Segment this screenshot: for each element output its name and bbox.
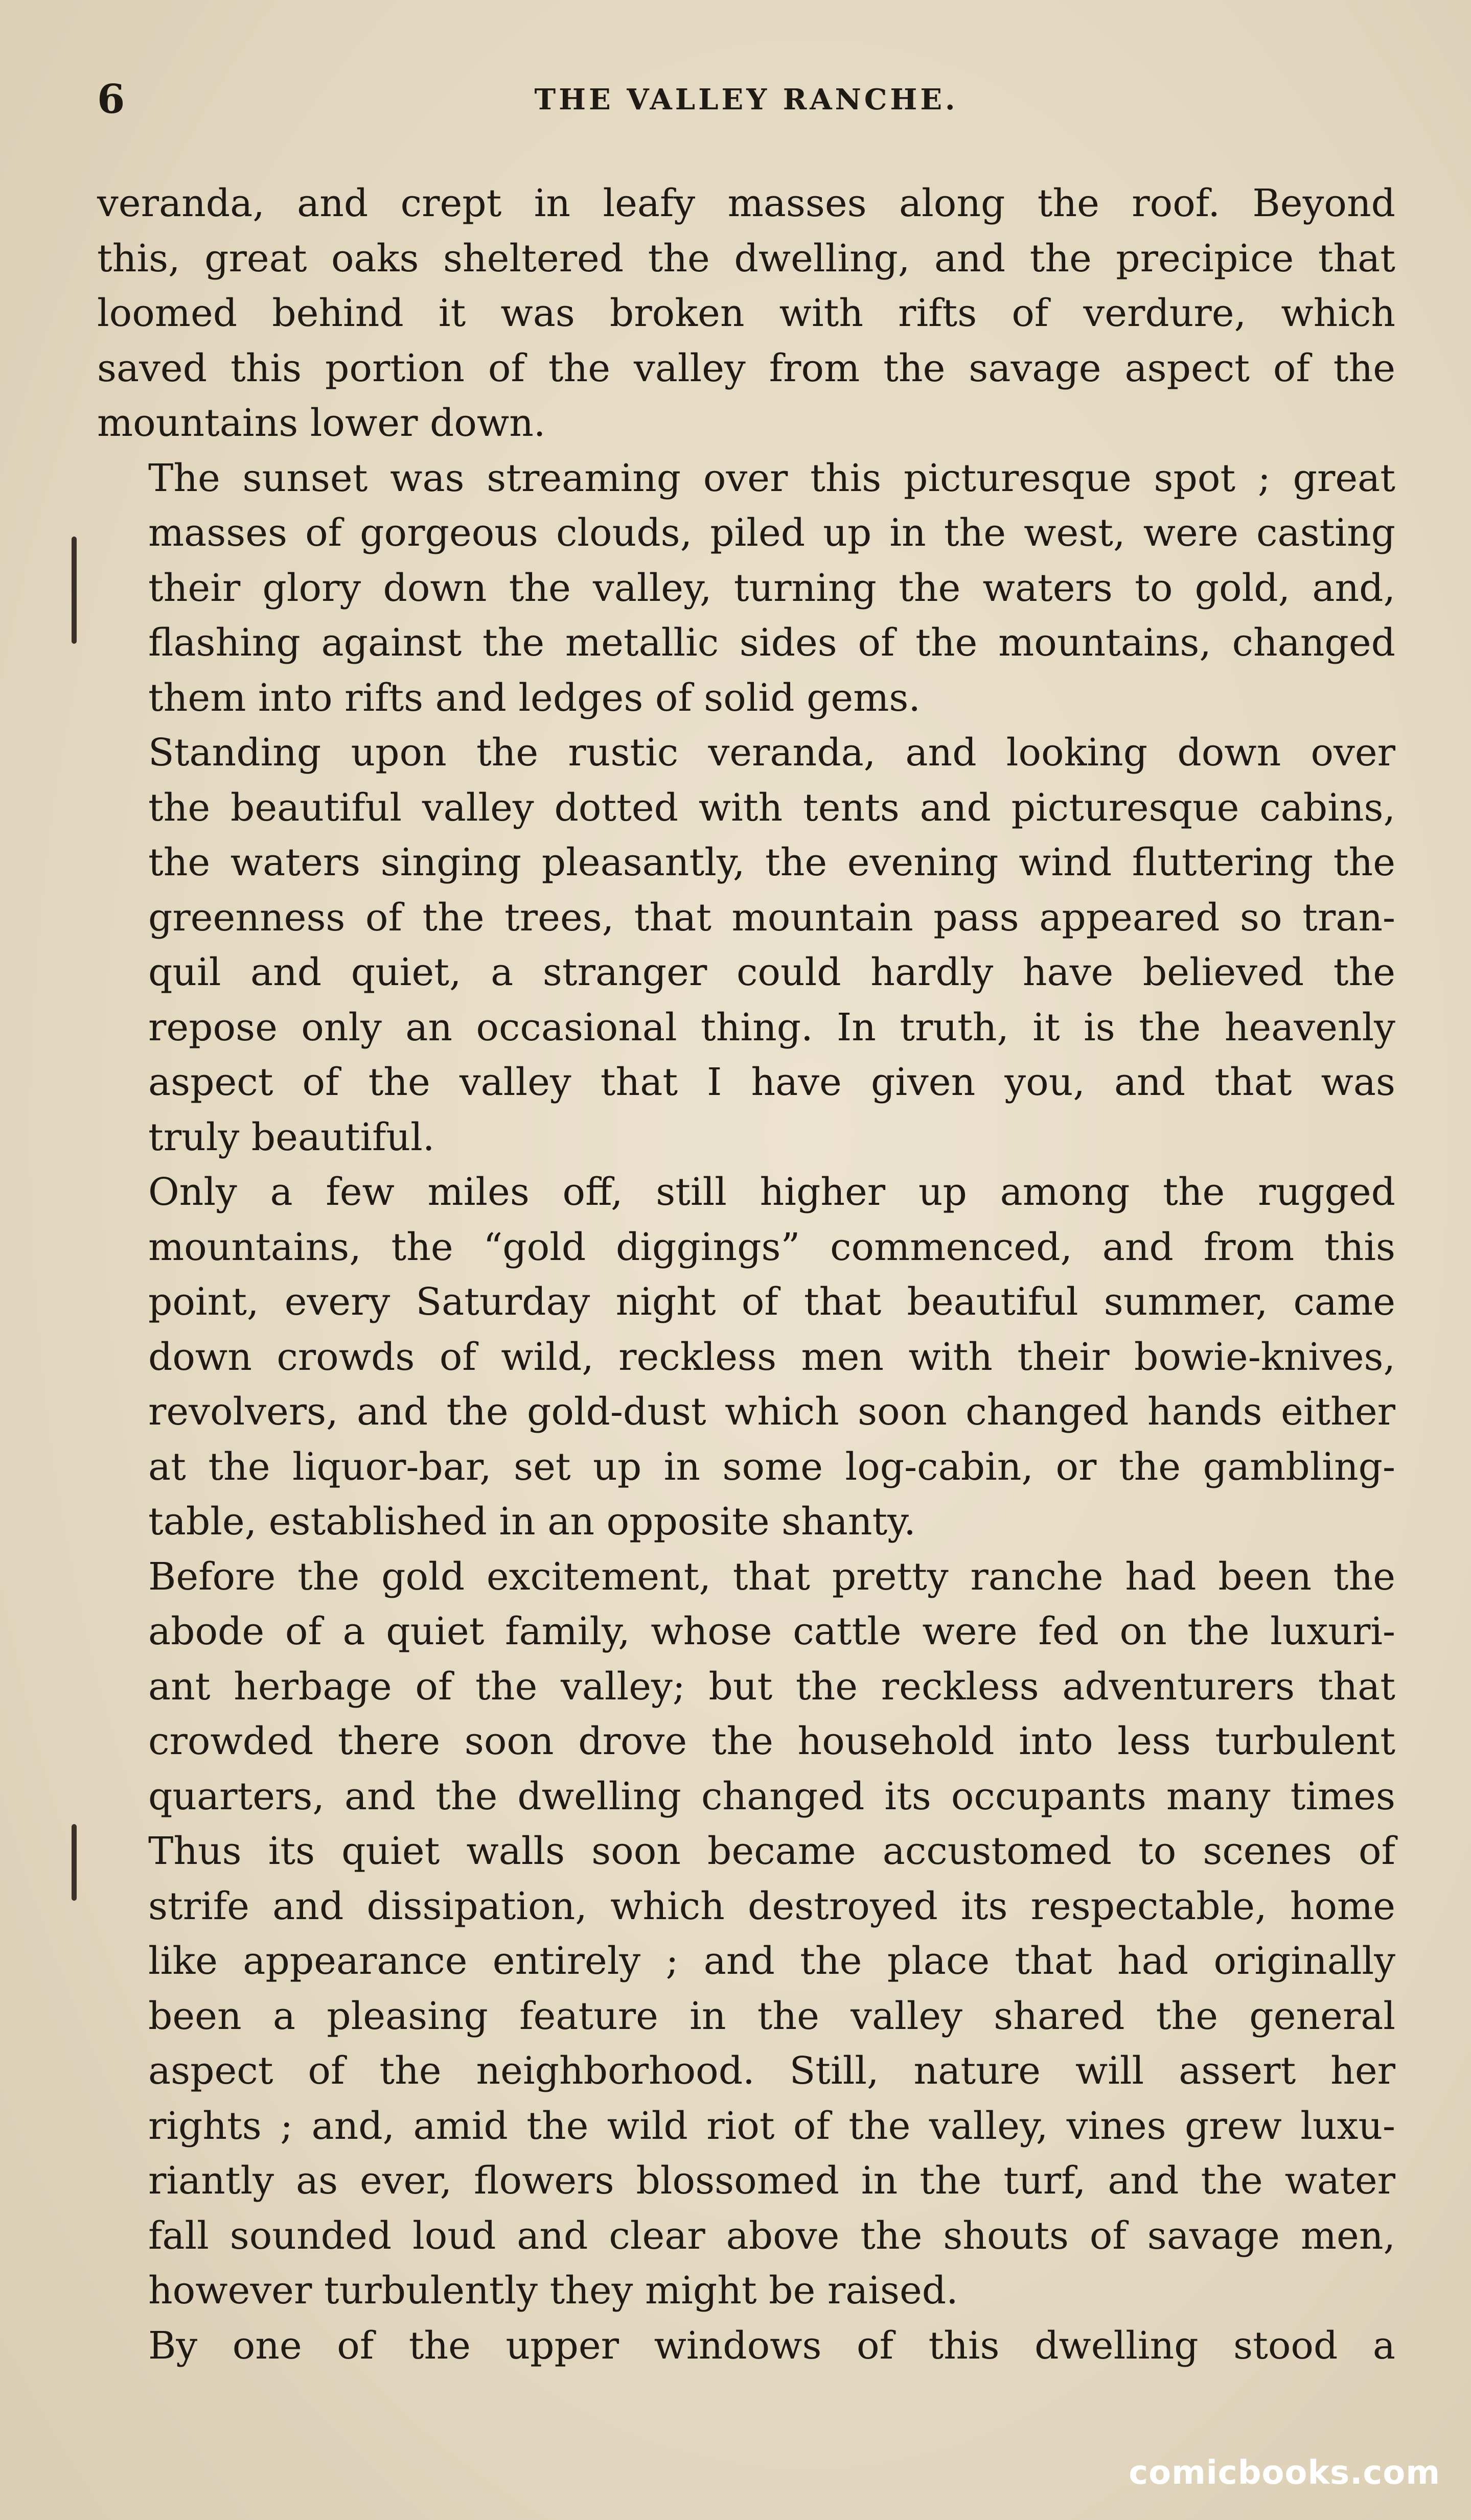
text-line: Before the gold excitement, that pretty ranche had been the (148, 1554, 1395, 1599)
text-line: point, every Saturday night of that beautiful summer, came (148, 1280, 1395, 1324)
text-line: riantly as ever, flowers blossomed in the turf, and the water (148, 2159, 1395, 2203)
page-number: 6 (97, 76, 125, 123)
text-line: repose only an occasional thing. In truth, it is the heavenly (148, 1005, 1395, 1049)
text-line: the waters singing pleasantly, the evening wind fluttering the (148, 841, 1395, 884)
text-line: loomed behind it was broken with rifts of verdure, which (97, 291, 1395, 335)
text-line: mountains, the “gold diggings” commenced, and from this (148, 1225, 1395, 1269)
paragraph (97, 2319, 1395, 2374)
paragraph (97, 176, 1395, 451)
text-line: greenness of the trees, that mountain pass appeared so tran- (148, 895, 1395, 940)
text-line: Standing upon the rustic veranda, and looking down over (148, 731, 1395, 775)
running-title: THE VALLEY RANCHE. (534, 83, 958, 116)
text-line: saved this portion of the valley from the savage aspect of the (97, 346, 1395, 390)
text-line: quarters, and the dwelling changed its occupants many times (148, 1774, 1395, 1818)
margin-mark (72, 1824, 77, 1901)
text-line: table, established in an opposite shanty. (148, 1500, 916, 1544)
text-line: their glory down the valley, turning the waters to gold, and, (148, 566, 1395, 610)
paragraph (97, 451, 1395, 726)
text-line: down crowds of wild, reckless men with their bowie-knives, (148, 1335, 1395, 1379)
text-line: strife and dissipation, which destroyed its respectable, home (148, 1884, 1395, 1928)
text-line: crowded there soon drove the household into less turbulent (148, 1719, 1395, 1763)
watermark: comicbooks.com (1129, 2454, 1440, 2492)
text-line: Thus its quiet walls soon became accustomed to scenes of (148, 1829, 1395, 1873)
text-line: quil and quiet, a stranger could hardly have believed the (148, 950, 1395, 994)
paragraph (97, 726, 1395, 1165)
text-line: been a pleasing feature in the valley shared the general (148, 1994, 1395, 2038)
paragraph (97, 1165, 1395, 1550)
running-head (97, 77, 1395, 123)
text-line: flashing against the metallic sides of the mountains, changed (148, 621, 1395, 665)
text-line: veranda, and crept in leafy masses along the roof. Beyond (97, 181, 1395, 225)
text-line: By one of the upper windows of this dwelling stood a (148, 2323, 1395, 2368)
text-line: revolvers, and the gold-dust which soon changed hands either (148, 1390, 1395, 1434)
text-line: fall sounded loud and clear above the shouts of savage men, (148, 2213, 1395, 2258)
text-line: however turbulently they might be raised. (148, 2269, 958, 2313)
text-line: mountains lower down. (97, 401, 546, 445)
body-text (97, 176, 1395, 2373)
text-line: at the liquor-bar, set up in some log-cabin, or the gambling- (148, 1444, 1395, 1489)
text-line: like appearance entirely ; and the place that had originally (148, 1939, 1395, 1983)
text-line: the beautiful valley dotted with tents and picturesque cabins, (148, 785, 1395, 830)
paragraph (97, 1550, 1395, 2319)
text-line: rights ; and, amid the wild riot of the valley, vines grew luxu- (148, 2104, 1395, 2148)
margin-mark (72, 536, 77, 644)
text-line: masses of gorgeous clouds, piled up in the west, were casting (148, 511, 1395, 555)
text-line: Only a few miles off, still higher up among the rugged (148, 1170, 1395, 1214)
text-line: The sunset was streaming over this picturesque spot ; great (148, 456, 1395, 500)
text-line: ant herbage of the valley; but the reckless adventurers that (148, 1664, 1395, 1709)
text-line: abode of a quiet family, whose cattle were fed on the luxuri- (148, 1609, 1395, 1653)
text-line: aspect of the valley that I have given you, and that was (148, 1060, 1395, 1104)
text-line: them into rifts and ledges of solid gems. (148, 675, 921, 720)
text-line: aspect of the neighborhood. Still, nature will assert her (148, 2049, 1395, 2093)
text-line: truly beautiful. (148, 1115, 435, 1159)
text-line: this, great oaks sheltered the dwelling, and the precipice that (97, 236, 1395, 281)
